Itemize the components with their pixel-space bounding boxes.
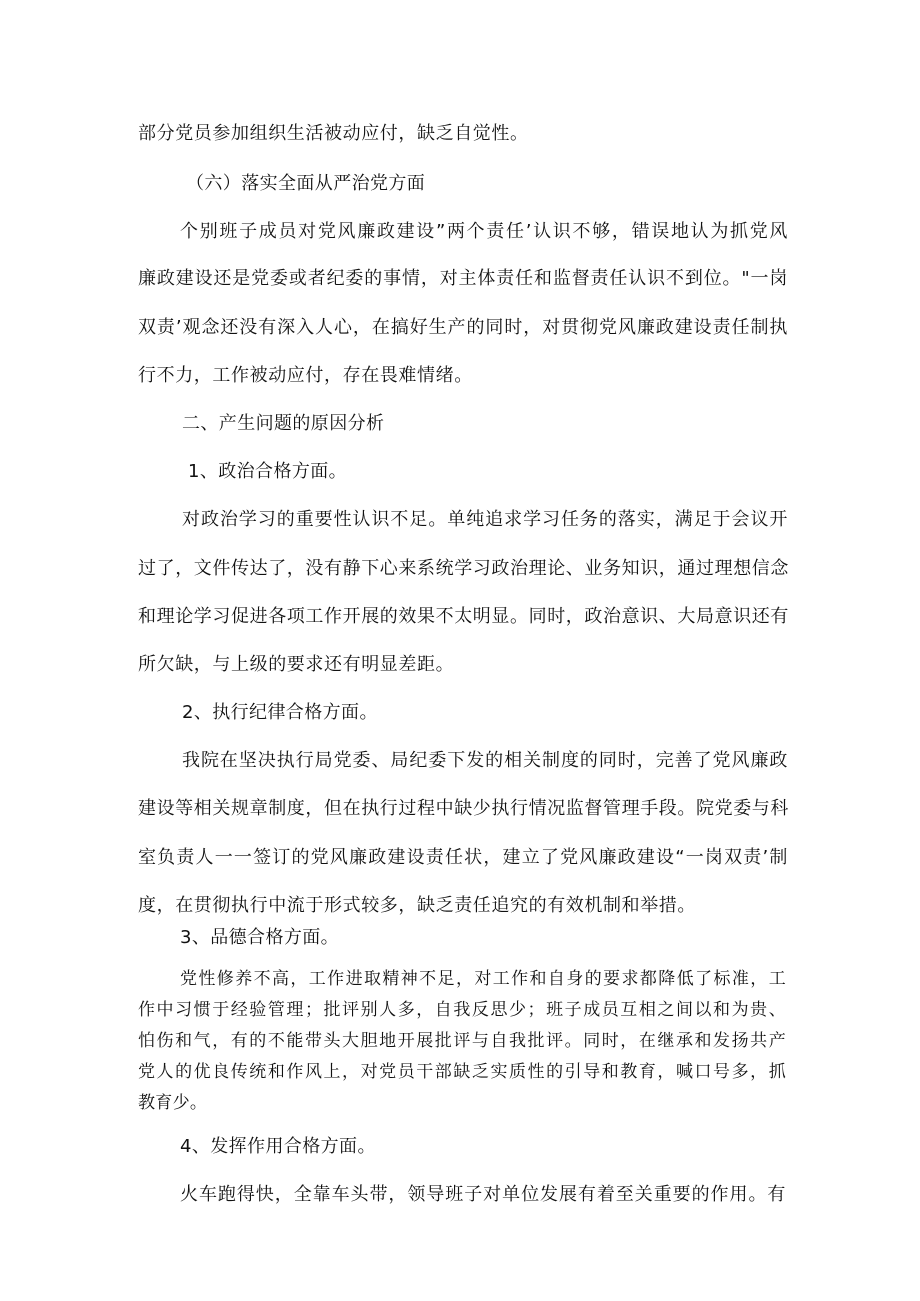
- paragraph-line: 对政治学习的重要性认识不足。单纯追求学习任务的落实，满足于会议开: [182, 509, 788, 530]
- paragraph-line: 行不力，工作被动应付，存在畏难情绪。: [138, 365, 473, 386]
- subsection-heading: 1、政治合格方面。: [188, 461, 348, 482]
- paragraph-line: 部分党员参加组织生活被动应付，缺乏自觉性。: [138, 123, 529, 144]
- paragraph-line: 度，在贯彻执行中流于形式较多，缺乏责任追究的有效机制和举措。: [138, 895, 696, 916]
- paragraph-line: 室负责人一一签订的党风廉政建设责任状，建立了党风廉政建设“一岗双责’制: [138, 847, 788, 868]
- paragraph-line: 我院在坚决执行局党委、局纪委下发的相关制度的同时，完善了党风廉政: [182, 750, 788, 771]
- paragraph-line: 个别班子成员对党风廉政建设”两个责任’认识不够，错误地认为抓党风: [180, 221, 788, 242]
- paragraph-line: 和理论学习促进各项工作开展的效果不太明显。同时，政治意识、大局意识还有: [138, 606, 789, 627]
- paragraph-line: 过了，文件传达了，没有静下心来系统学习政治理论、业务知识，通过理想信念: [138, 558, 789, 579]
- paragraph-line: 火车跑得快，全靠车头带，领导班子对单位发展有着至关重要的作用。有: [180, 1184, 786, 1205]
- paragraph-line: 建设等相关规章制度，但在执行过程中缺少执行情况监督管理手段。院党委与科: [138, 798, 789, 819]
- paragraph-line: 党人的优良传统和作风上，对党员干部缺乏实质性的引导和教育，喊口号多，抓: [138, 1062, 786, 1082]
- subsection-heading: 2、执行纪律合格方面。: [182, 702, 378, 723]
- subsection-heading: 4、发挥作用合格方面。: [180, 1136, 376, 1157]
- paragraph-line: 党性修养不高，工作进取精神不足，对工作和自身的要求都降低了标准，工: [180, 969, 786, 989]
- paragraph-line: 所欠缺，与上级的要求还有明显差距。: [138, 654, 455, 675]
- section-heading: （六）落实全面从严治党方面: [186, 173, 426, 194]
- section-heading: 二、产生问题的原因分析: [182, 413, 385, 434]
- paragraph-line: 作中习惯于经验管理；批评别人多，自我反思少；班子成员互相之间以和为贵、: [138, 1000, 786, 1020]
- paragraph-line: 教育少。: [138, 1093, 208, 1113]
- paragraph-line: 双责’观念还没有深入人心，在搞好生产的同时，对贯彻党风廉政建设责任制执: [138, 317, 788, 338]
- paragraph-line: 廉政建设还是党委或者纪委的事情，对主体责任和监督责任认识不到位。"一岗: [138, 268, 788, 289]
- paragraph-line: 怕伤和气，有的不能带头大胆地开展批评与自我批评。同时，在继承和发扬共产: [138, 1031, 786, 1051]
- subsection-heading: 3、品德合格方面。: [180, 927, 340, 948]
